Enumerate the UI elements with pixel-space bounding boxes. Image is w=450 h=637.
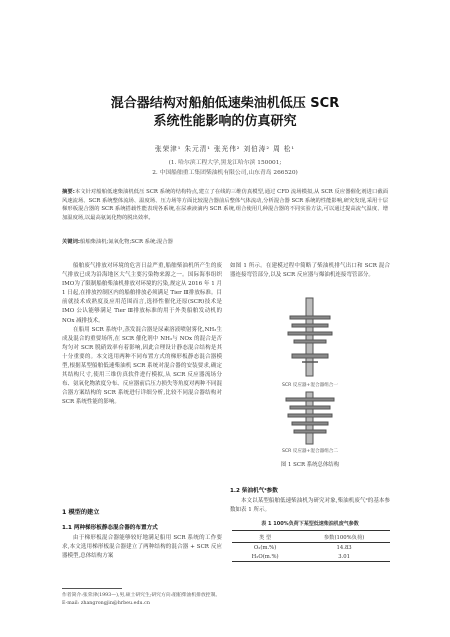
section-1-1-heading: 1.1 两种梯形板静态混合器的布置方式 — [62, 525, 158, 531]
table-row — [232, 552, 390, 562]
keywords — [62, 238, 388, 247]
section-1-2-heading: 1.2 柴油机气²参数 — [230, 488, 278, 494]
abstract — [62, 188, 388, 222]
section-1-2-text — [230, 497, 390, 515]
section-1-1-paragraph: 由于梯形板混合器能够较好地满足船用 SCR 系统的工作要求,本文选用梯形板混合器建立了两种结构的混合器 + SCR 反应器模型,总体结构方案 — [62, 535, 222, 560]
right-intro — [230, 262, 390, 280]
table-1-title: 表 1 100%负荷下某型低速柴油机废气参数 — [261, 521, 359, 527]
table-cell: 3.01 — [338, 553, 350, 560]
table-header-type: 类 型 — [258, 534, 272, 541]
table-header-value: 参数(100%负荷) — [323, 534, 365, 541]
table-cell: 14.83 — [336, 544, 352, 551]
figure-1-title: 图 1 SCR 系统总体结构 — [280, 462, 340, 468]
table-cell: H₂O(m.%) — [251, 553, 279, 560]
right-intro-paragraph: 如图 1 所示。在建模过程中简略了柴油机排气出口和 SCR 混合器连接弯管部分,以及 SCR 反应器与爆油机连接弯管部分。 — [230, 263, 390, 279]
keywords-label: 关键词: — [62, 239, 81, 245]
table-header-row — [232, 531, 390, 543]
keywords-text: 船舶柴油机;氮氧化物;SCR 系统;混合器 — [80, 239, 173, 245]
abstract-text: 本文针对船舶低速柴油机低压 SCR 系统的结构特点,建立了在线的三维仿真模型,通过 CFD 流场模拟,从 SCR 反应器催化剂进口截面风速流场、SCR 系统整体流场、温度场、压力场等方面比较混合器前后整体气体流动,分析混合器 SCR 系统的性能影响,研究发现,采用十层梯形板混合器的 SCR 系统搭载性能表现各系统,在尿素液滴内 SCR 系统,组合使用几种混合器的不同实验方法,可以通过提高流气温度、增加温度场,以最高氨氮化物的脱出效率。 — [62, 189, 388, 221]
paper-title-line2: 系统性能影响的仿真研究 — [153, 114, 297, 129]
section-1-1-text — [62, 534, 222, 561]
paper-title-line1: 混合器结构对船舶低速柴油机低压 SCR — [110, 96, 340, 111]
footnote — [62, 592, 262, 608]
table-row — [232, 543, 390, 553]
figure-caption-b: SCR 反应器+混合器组合二 — [282, 449, 338, 454]
figure-caption-a: SCR 反应器+混合器组合一 — [282, 383, 338, 388]
table-1 — [232, 530, 390, 562]
footnote-rule — [62, 588, 122, 589]
abstract-label: 摘要: — [62, 189, 75, 195]
section-1-2-paragraph: 本文以某型船舶低速柴油机为研究对象,柴油机废气²的基本参数如表 1 所示。 — [230, 498, 390, 514]
intro-paragraph-1: 船舶废气排放对环境的危害日益严重,船舶柴油机所产生的废气排放已成为沿海地区大气主要污染物来源之一。国际海事组织IMO为了限制船舶柴油机排放对环境的污染,规定从 2016 年 1 月 1 日起,在排放控制区内的船舶排放必须满足 Tier Ⅲ排放标准。目前就技术成熟度及应用范围而言,选择性催化还原(SCR)技术是 IMO 公认能够满足 Tier Ⅲ排放标准的用于外类船舶发动机的 NOx 减排技术。 — [62, 263, 222, 324]
footnote-author: 作者简介:张荣津(1993—),男,硕士研究生;研究方向:船舶柴油机排放控制。 — [62, 593, 221, 598]
section-1-heading: 1 模型的建立 — [62, 509, 100, 516]
figure-1 — [230, 296, 390, 458]
scr-assembly-two — [286, 392, 334, 444]
table-cell: O₂(m.%) — [253, 544, 277, 551]
footnote-email: E-mail: zhangrongjin@hrbeu.edu.cn — [62, 601, 150, 606]
scr-assembly-one — [288, 298, 332, 376]
intro-paragraph-2: 在船用 SCR 系统中,蒸发混合器是尿素溶液喷射雾化,NH₃生成及混合的重要场所,在 SCR 催化剂中 NH₃与 NOx 的混合是否均匀对 SCR 脱硝效率有着影响,因此合理设计静态混合结构是其十分重要的。本文选用两种不同布置方式的梯形板静态混合器模型,根据某型船舶低速柴油机 SCR 系统对混合器的安装要求,确定其结构尺寸,使用三维仿真软件进行模拟,从 SCR 反应器流场分布、氨氧化物浓度分布、反应器前后压力损失等角度对两种不同混合器方案结构的 SCR 系统进行详细分析,比较不同混合器结构对 SCR 系统性能的影响。 — [62, 326, 222, 406]
left-column — [62, 262, 222, 408]
affiliation-1: (1. 哈尔滨工程大学,黑龙江哈尔滨 150001; — [168, 160, 282, 166]
authors: 张荣津¹ 朱元清¹ 张光伟² 刘伯涛² 周 松¹ — [154, 145, 295, 153]
affiliation-2: 2. 中国船舶重工集团柴油机有限公司,山东青岛 266520) — [152, 170, 298, 176]
